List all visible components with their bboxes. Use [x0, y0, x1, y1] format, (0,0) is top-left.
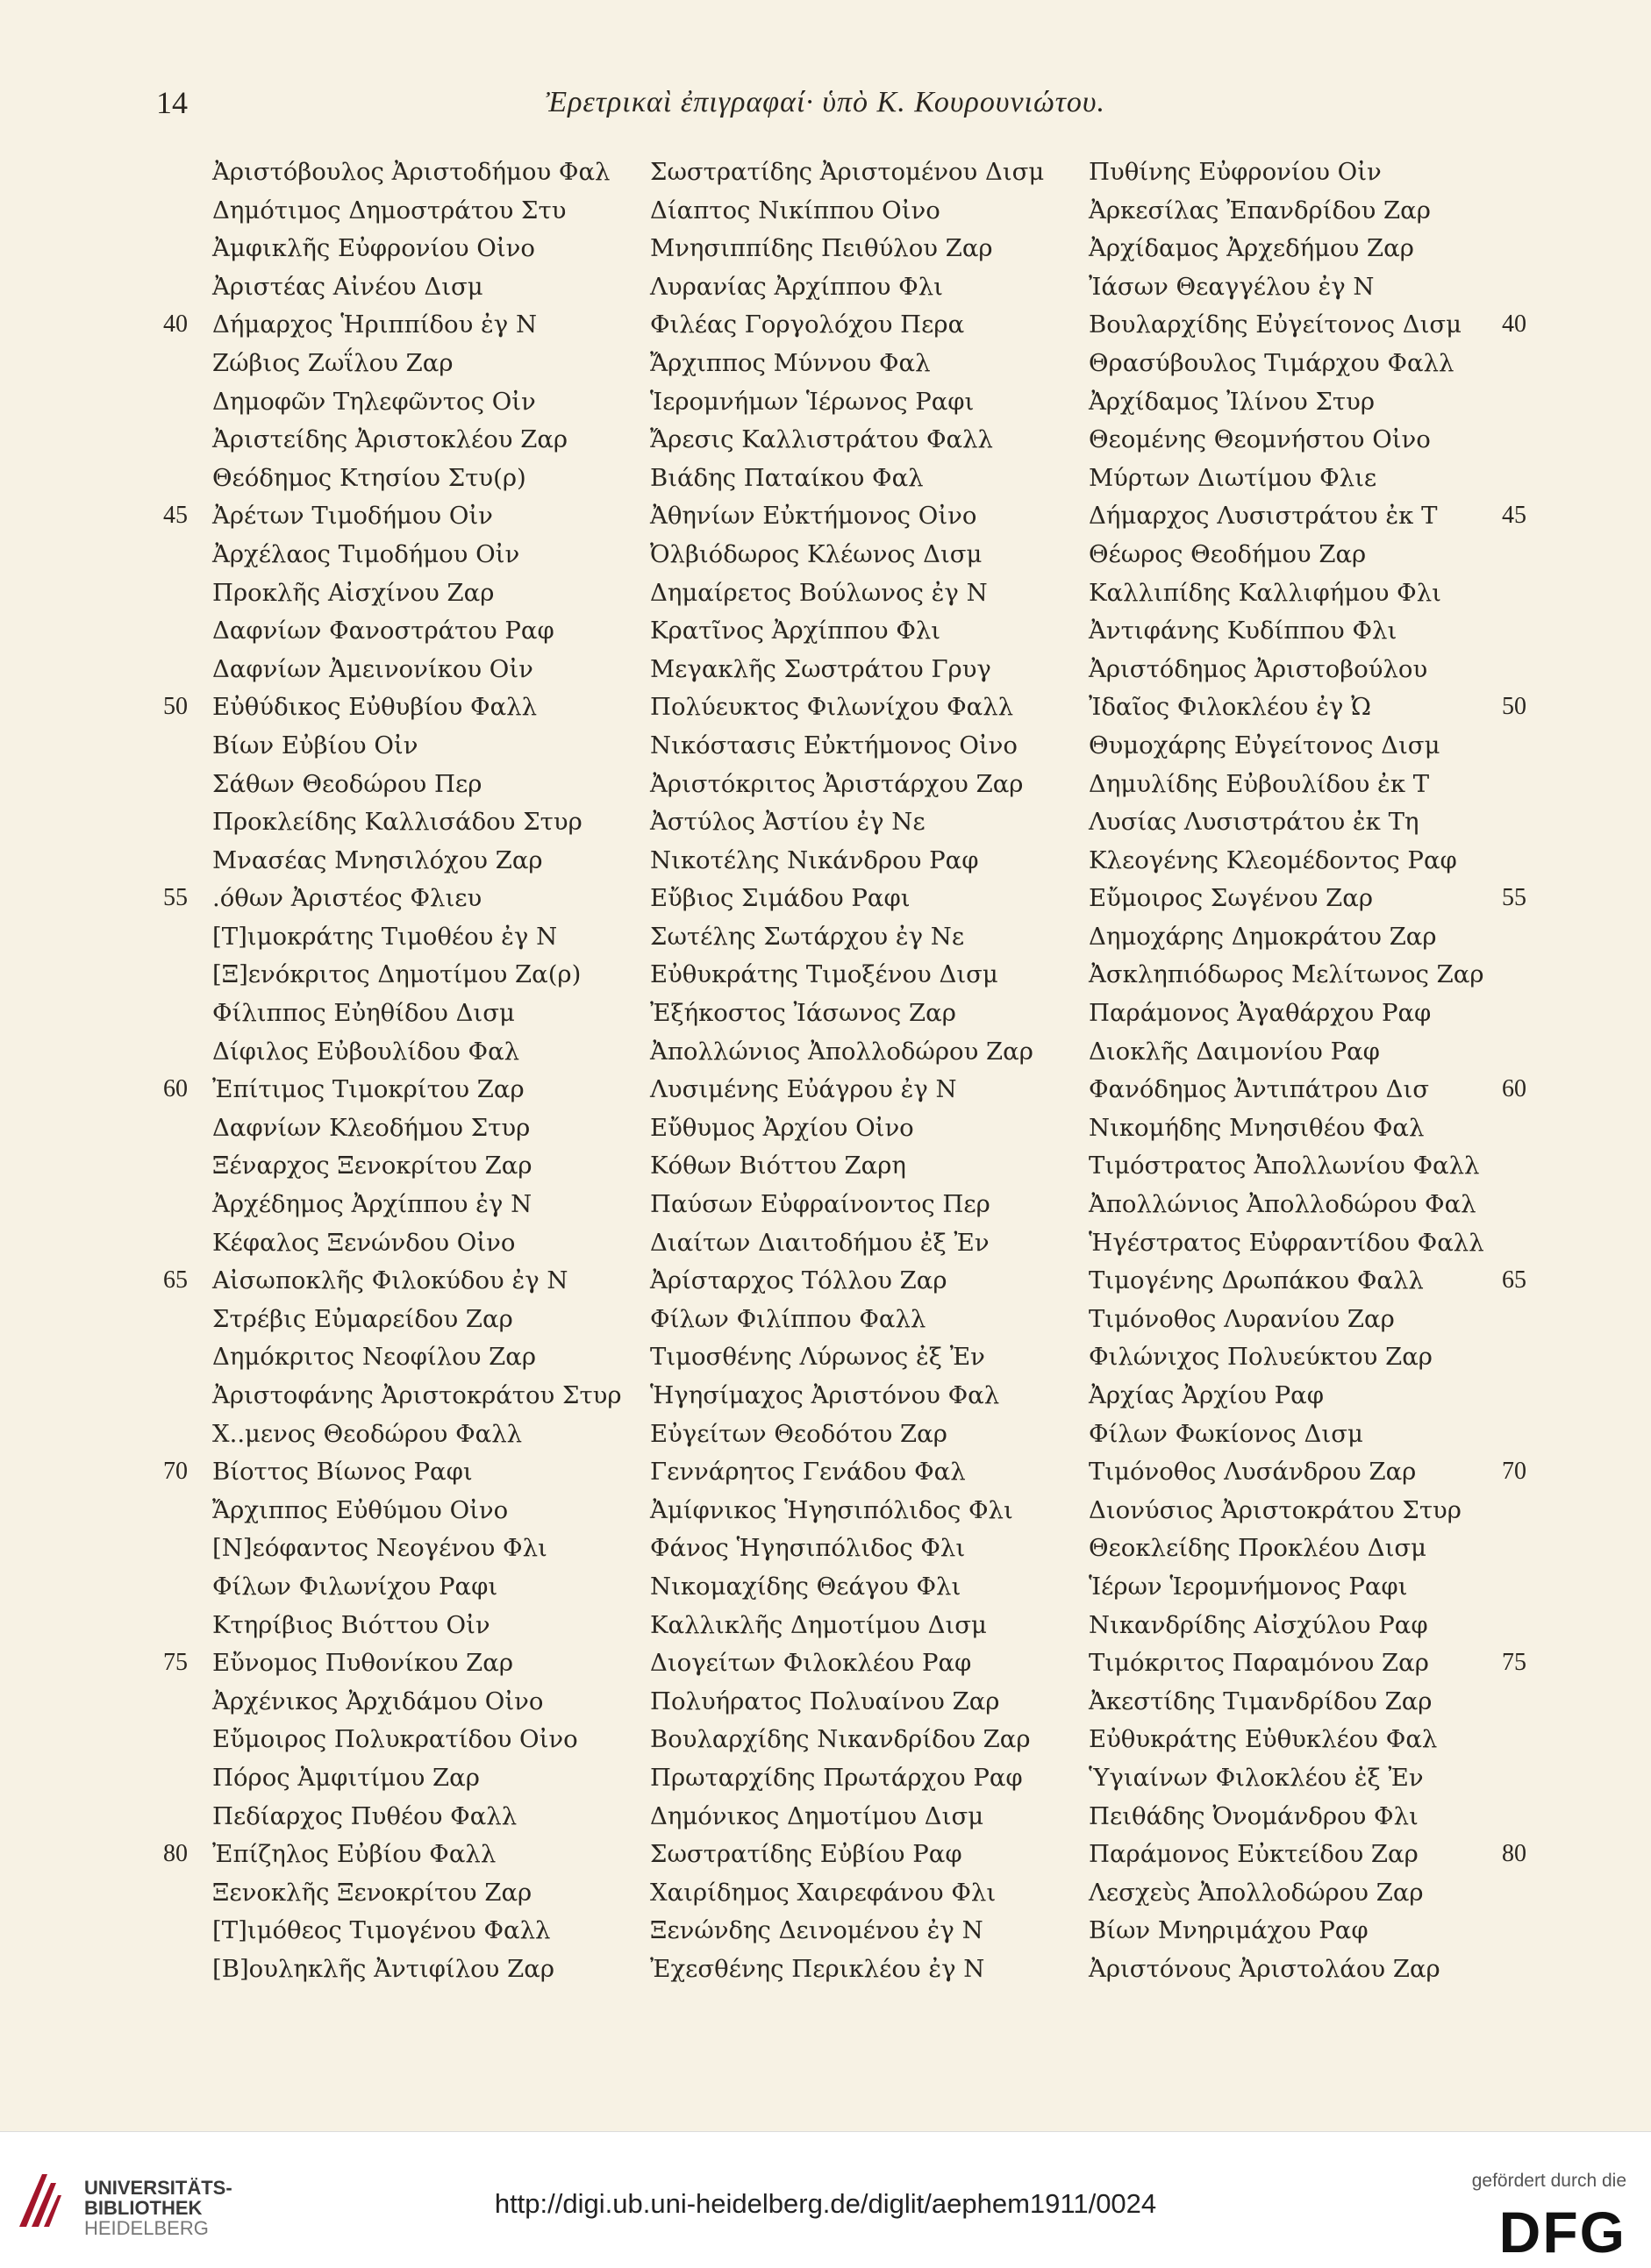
inscription-row [0, 1303, 1651, 1342]
name-entry: Διογείτων Φιλοκλέου Ραφ [650, 1649, 972, 1678]
name-entry: Προκλῆς Αἰσχίνου Ζαρ [212, 578, 495, 607]
inscription-row [0, 309, 1651, 347]
name-entry: Ἄρεσις Καλλιστράτου Φαλλ [650, 425, 993, 454]
name-entry: Ἀρχίδαμος Ἰλίνου Στυρ [1089, 387, 1375, 416]
line-number: 80 [163, 1840, 188, 1868]
inscription-row [0, 1494, 1651, 1533]
inscription-row [0, 271, 1651, 310]
inscription-row [0, 1953, 1651, 1992]
name-entry: Ἀκεστίδης Τιμανδρίδου Ζαρ [1089, 1687, 1433, 1715]
name-entry: Πεδίαρχος Πυθέου Φαλλ [212, 1801, 518, 1830]
name-entry: Δαφνίων Ἀμεινονίκου Οἰν [212, 654, 533, 683]
name-entry: Ἀριστείδης Ἀριστοκλέου Ζαρ [212, 425, 568, 454]
name-entry: Παράμονος Ἀγαθάρχου Ραφ [1089, 999, 1432, 1028]
name-entry: .όθων Ἀριστέος Φλιευ [212, 884, 482, 913]
name-entry: Μνησιππίδης Πειθύλου Ζαρ [650, 234, 993, 263]
line-number: 60 [163, 1075, 188, 1103]
name-entry: Ἀριστόκριτος Ἀριστάρχου Ζαρ [650, 769, 1024, 798]
inscription-row [0, 424, 1651, 462]
name-entry: Πολύευκτος Φιλωνίχου Φαλλ [650, 693, 1014, 722]
name-entry: Ζώβιος Ζωΐλου Ζαρ [212, 348, 454, 377]
name-entry: Ἀστύλος Ἀστίου ἐγ Νε [650, 808, 926, 837]
name-entry: Νικανδρίδης Αἰσχύλου Ραφ [1089, 1610, 1428, 1639]
inscription-row [0, 500, 1651, 538]
line-number: 75 [1502, 1649, 1526, 1677]
name-entry: Δαφνίων Κλεοδήμου Στυρ [212, 1113, 531, 1142]
name-entry: Σωστρατίδης Εὐβίου Ραφ [650, 1840, 962, 1869]
name-entry: Εὔβιος Σιμάδου Ραφι [650, 884, 911, 913]
name-entry: Προκλείδης Καλλισάδου Στυρ [212, 808, 582, 837]
line-number: 60 [1502, 1075, 1526, 1103]
name-entry: Καλλιπίδης Καλλιφήμου Φλι [1089, 578, 1441, 607]
name-entry: Ἀρχίδαμος Ἀρχεδήμου Ζαρ [1089, 234, 1414, 263]
name-entry: Κτηρίβιος Βιόττου Οἰν [212, 1610, 490, 1639]
name-entry: Ἀρχένικος Ἀρχιδάμου Οἰνο [212, 1687, 544, 1715]
inscription-row [0, 653, 1651, 692]
inscription-row [0, 1609, 1651, 1648]
name-entry: Φίλιππος Εὐηθίδου Δισμ [212, 999, 515, 1028]
name-entry: Ἱερομνήμων Ἱέρωνος Ραφι [650, 387, 975, 416]
name-entry: Κρατῖνος Ἀρχίππου Φλι [650, 617, 941, 645]
name-entry: Ἀμίφνικος Ἡγησιπόλιδος Φλι [650, 1495, 1013, 1524]
name-entry: Δίφιλος Εὐβουλίδου Φαλ [212, 1037, 520, 1066]
inscription-row [0, 1532, 1651, 1571]
line-number: 65 [163, 1266, 188, 1294]
name-entry: Κόθων Βιόττου Ζαρη [650, 1152, 906, 1180]
line-number: 65 [1502, 1266, 1526, 1294]
inscription-row [0, 1265, 1651, 1303]
name-entry: Πυθίνης Εὐφρονίου Οἰν [1089, 158, 1382, 186]
inscription-row [0, 730, 1651, 768]
inscription-row [0, 997, 1651, 1036]
name-entry: Σάθων Θεοδώρου Περ [212, 769, 482, 798]
name-entry: Ἄρχιππος Εὐθύμου Οἰνο [212, 1495, 509, 1524]
name-entry: Ἐπίζηλος Εὐβίου Φαλλ [212, 1840, 497, 1869]
name-entry: Θεόδημος Κτησίου Στυ(ρ) [212, 463, 526, 492]
name-entry: Θυμοχάρης Εὐγείτονος Δισμ [1089, 731, 1440, 760]
name-entry: Ἀμφικλῆς Εὐφρονίου Οἰνο [212, 234, 535, 263]
name-entry: Θέωρος Θεοδήμου Ζαρ [1089, 539, 1367, 568]
name-entry: Ἡγησίμαχος Ἀριστόνου Φαλ [650, 1381, 1000, 1409]
line-number: 50 [1502, 693, 1526, 721]
name-entry: Λυσιμένης Εὐάγρου ἐγ Ν [650, 1075, 957, 1104]
name-entry: Δημοχάρης Δημοκράτου Ζαρ [1089, 922, 1437, 951]
inscription-row [0, 386, 1651, 424]
name-entry: Ἀριστόνους Ἀριστολάου Ζαρ [1089, 1954, 1440, 1983]
line-number: 70 [163, 1458, 188, 1486]
inscription-row [0, 347, 1651, 386]
name-entry: Δημοφῶν Τηλεφῶντος Οἰν [212, 387, 536, 416]
page-header [0, 84, 1651, 137]
name-entry: Νικοτέλης Νικάνδρου Ραφ [650, 845, 979, 874]
inscription-row [0, 195, 1651, 233]
name-entry: Πρωταρχίδης Πρωτάρχου Ραφ [650, 1763, 1023, 1792]
name-entry: Εὔνομος Πυθονίκου Ζαρ [212, 1649, 513, 1678]
name-entry: [Τ]ιμόθεος Τιμογένου Φαλλ [212, 1916, 551, 1945]
name-entry: Ἀθηνίων Εὐκτήμονος Οἰνο [650, 502, 977, 531]
name-entry: Τιμοσθένης Λύρωνος ἐξ Ἐν [650, 1343, 985, 1372]
inscription-row [0, 1838, 1651, 1877]
name-entry: Μνασέας Μνησιλόχου Ζαρ [212, 845, 543, 874]
line-number: 40 [163, 310, 188, 339]
name-entry: Ὀλβιόδωρος Κλέωνος Δισμ [650, 539, 983, 568]
name-entry: Πολυήρατος Πολυαίνου Ζαρ [650, 1687, 1000, 1715]
name-entry: Δαφνίων Φανοστράτου Ραφ [212, 617, 554, 645]
inscription-row [0, 1877, 1651, 1915]
name-entry: Βουλαρχίδης Εὐγείτονος Δισμ [1089, 310, 1462, 339]
name-entry: Θρασύβουλος Τιμάρχου Φαλλ [1089, 348, 1454, 377]
inscription-row [0, 1036, 1651, 1074]
name-entry: Χ..μενος Θεοδώρου Φαλλ [212, 1419, 523, 1448]
name-entry: Πειθάδης Ὀνομάνδρου Φλι [1089, 1801, 1419, 1830]
name-entry: Τιμόνοθος Λυσάνδρου Ζαρ [1089, 1458, 1417, 1487]
inscription-row [0, 1112, 1651, 1151]
line-number: 55 [163, 884, 188, 912]
inscription-row [0, 921, 1651, 959]
name-entry: Σωτέλης Σωτάρχου ἐγ Νε [650, 922, 965, 951]
name-entry: Ἀσκληπιόδωρος Μελίτωνος Ζαρ [1089, 960, 1484, 989]
name-entry: Λεσχεὺς Ἀπολλοδώρου Ζαρ [1089, 1878, 1424, 1907]
name-entry: Θεομένης Θεομνήστου Οἰνο [1089, 425, 1431, 454]
name-entry: Ἀριστόδημος Ἀριστοβούλου [1089, 654, 1428, 683]
name-entry: Ἰδαῖος Φιλοκλέου ἐγ Ὠ [1089, 693, 1371, 722]
inscription-row [0, 1227, 1651, 1266]
name-entry: Τιμόνοθος Λυρανίου Ζαρ [1089, 1304, 1395, 1333]
name-entry: Ξέναρχος Ξενοκρίτου Ζαρ [212, 1152, 532, 1180]
inscription-row [0, 156, 1651, 195]
institution-line: HEIDELBERG [84, 2217, 209, 2239]
name-entry: Τιμογένης Δρωπάκου Φαλλ [1089, 1266, 1424, 1295]
name-entry: Μεγακλῆς Σωστράτου Γρυγ [650, 654, 991, 683]
inscription-row [0, 615, 1651, 653]
name-entry: Ἱέρων Ἱερομνήμονος Ραφι [1089, 1572, 1408, 1601]
name-entry: Εὐθύδικος Εὐθυβίου Φαλλ [212, 693, 538, 722]
name-entry: Δήμαρχος Λυσιστράτου ἐκ Τ [1089, 502, 1438, 531]
inscription-list [0, 156, 1651, 1992]
name-entry: Αἰσωποκλῆς Φιλοκύδου ἐγ Ν [212, 1266, 568, 1295]
inscription-row [0, 959, 1651, 997]
name-entry: Φίλων Φιλωνίχου Ραφι [212, 1572, 498, 1601]
inscription-row [0, 1380, 1651, 1418]
inscription-row [0, 845, 1651, 883]
inscription-row [0, 1723, 1651, 1762]
name-entry: Βίων Εὐβίου Οἰν [212, 731, 418, 760]
name-entry: Δημόνικος Δημοτίμου Δισμ [650, 1801, 984, 1830]
name-entry: Καλλικλῆς Δημοτίμου Δισμ [650, 1610, 987, 1639]
name-entry: Ἐξήκοστος Ἰάσωνος Ζαρ [650, 999, 956, 1028]
inscription-row [0, 806, 1651, 845]
name-entry: Στρέβις Εὐμαρείδου Ζαρ [212, 1304, 513, 1333]
name-entry: Θεοκλείδης Προκλέου Δισμ [1089, 1534, 1427, 1563]
name-entry: Κέφαλος Ξενώνδου Οἰνο [212, 1228, 516, 1257]
name-entry: Τιμόστρατος Ἀπολλωνίου Φαλλ [1089, 1152, 1480, 1180]
name-entry: Νικομαχίδης Θεάγου Φλι [650, 1572, 961, 1601]
name-entry: Ἀρίσταρχος Τόλλου Ζαρ [650, 1266, 947, 1295]
name-entry: Ἰάσων Θεαγγέλου ἐγ Ν [1089, 272, 1375, 301]
inscription-row [0, 1647, 1651, 1686]
line-number: 50 [163, 693, 188, 721]
name-entry: Διονύσιος Ἀριστοκράτου Στυρ [1089, 1495, 1462, 1524]
inscription-row [0, 1915, 1651, 1953]
line-number: 70 [1502, 1458, 1526, 1486]
name-entry: Ἀρκεσίλας Ἐπανδρίδου Ζαρ [1089, 196, 1431, 225]
name-entry: Χαιρίδημος Χαιρεφάνου Φλι [650, 1878, 997, 1907]
name-entry: Δήμαρχος Ἡριππίδου ἐγ Ν [212, 310, 538, 339]
name-entry: Ἀριστόβουλος Ἀριστοδήμου Φαλ [212, 158, 611, 186]
name-entry: Δημυλίδης Εὐβουλίδου ἐκ Τ [1089, 769, 1430, 798]
name-entry: Μύρτων Διωτίμου Φλιε [1089, 463, 1377, 492]
name-entry: Σωστρατίδης Ἀριστομένου Δισμ [650, 158, 1045, 186]
sponsor-label: gefördert durch die [1471, 2171, 1626, 2191]
name-entry: Ξενοκλῆς Ξενοκρίτου Ζαρ [212, 1878, 532, 1907]
name-entry: Πόρος Ἀμφιτίμου Ζαρ [212, 1763, 480, 1792]
name-entry: Διαίτων Διαιτοδήμου ἐξ Ἐν [650, 1228, 990, 1257]
inscription-row [0, 1801, 1651, 1839]
name-entry: Ἀριστέας Αἰνέου Δισμ [212, 272, 483, 301]
name-entry: Εὔμοιρος Πολυκρατίδου Οἰνο [212, 1725, 578, 1754]
name-entry: Δίαπτος Νικίππου Οἰνο [650, 196, 940, 225]
institution-line: UNIVERSITÄTS- [84, 2177, 232, 2199]
inscription-row [0, 1418, 1651, 1457]
inscription-row [0, 1571, 1651, 1609]
line-number: 75 [163, 1649, 188, 1677]
line-number: 55 [1502, 884, 1526, 912]
name-entry: Ἄρχιππος Μύννου Φαλ [650, 348, 931, 377]
permalink-url[interactable]: http://digi.ub.uni-heidelberg.de/diglit/aephem1911/0024 [494, 2188, 1157, 2219]
name-entry: Εὔμοιρος Σωγένου Ζαρ [1089, 884, 1373, 913]
name-entry: Εὐθυκράτης Τιμοξένου Δισμ [650, 960, 998, 989]
inscription-row [0, 1686, 1651, 1724]
name-entry: Φιλέας Γοργολόχου Περα [650, 310, 965, 339]
inscription-row [0, 1073, 1651, 1112]
name-entry: Δημότιμος Δημοστράτου Στυ [212, 196, 567, 225]
running-title: Ἐρετρικαὶ ἐπιγραφαί· ὑπὸ Κ. Κουρουνιώτου. [546, 86, 1105, 118]
name-entry: Φάνος Ἡγησιπόλιδος Φλι [650, 1534, 966, 1563]
page-number: 14 [156, 85, 188, 120]
name-entry: Ἀρχίας Ἀρχίου Ραφ [1089, 1381, 1325, 1409]
name-entry: Ἐπίτιμος Τιμοκρίτου Ζαρ [212, 1075, 525, 1104]
name-entry: Ἀρέτων Τιμοδήμου Οἰν [212, 502, 493, 531]
line-number: 45 [163, 502, 188, 530]
name-entry: Κλεογένης Κλεομέδοντος Ραφ [1089, 845, 1457, 874]
name-entry: Ἀντιφάνης Κυδίππου Φλι [1089, 617, 1397, 645]
name-entry: Φανόδημος Ἀντιπάτρου Δισ [1089, 1075, 1430, 1104]
inscription-row [0, 1150, 1651, 1188]
inscription-row [0, 232, 1651, 271]
name-entry: Δημαίρετος Βούλωνος ἐγ Ν [650, 578, 988, 607]
name-entry: Ἐχεσθένης Περικλέου ἐγ Ν [650, 1954, 985, 1983]
name-entry: Νικόστασις Εὐκτήμονος Οἰνο [650, 731, 1018, 760]
inscription-row [0, 1456, 1651, 1494]
name-entry: Ξενώνδης Δεινομένου ἐγ Ν [650, 1916, 983, 1945]
inscription-row [0, 538, 1651, 577]
name-entry: [Τ]ιμοκράτης Τιμοθέου ἐγ Ν [212, 922, 558, 951]
name-entry: Διοκλῆς Δαιμονίου Ραφ [1089, 1037, 1380, 1066]
name-entry: Φίλων Φιλίππου Φαλλ [650, 1304, 926, 1333]
name-entry: Ἀρχέδημος Ἀρχίππου ἐγ Ν [212, 1190, 532, 1219]
name-entry: Ἀπολλώνιος Ἀπολλοδώρου Φαλ [1089, 1190, 1476, 1219]
inscription-row [0, 691, 1651, 730]
viewer-footer [0, 2131, 1651, 2268]
institution-line: BIBLIOTHEK [84, 2197, 203, 2219]
name-entry: Φιλώνιχος Πολυεύκτου Ζαρ [1089, 1343, 1433, 1372]
name-entry: Γεννάρητος Γενάδου Φαλ [650, 1458, 966, 1487]
name-entry: [Ν]εόφαντος Νεογένου Φλι [212, 1534, 547, 1563]
name-entry: Ὑγιαίνων Φιλοκλέου ἐξ Ἐν [1089, 1763, 1424, 1792]
inscription-row [0, 768, 1651, 807]
name-entry: Εὔθυμος Ἀρχίου Οἰνο [650, 1113, 914, 1142]
name-entry: Λυσίας Λυσιστράτου ἐκ Τη [1089, 808, 1419, 837]
name-entry: Νικομήδης Μνησιθέου Φαλ [1089, 1113, 1425, 1142]
inscription-row [0, 1341, 1651, 1380]
name-entry: Ἀπολλώνιος Ἀπολλοδώρου Ζαρ [650, 1037, 1033, 1066]
name-entry: Λυρανίας Ἀρχίππου Φλι [650, 272, 943, 301]
inscription-row [0, 1188, 1651, 1227]
name-entry: Ἀρχέλαος Τιμοδήμου Οἰν [212, 539, 520, 568]
line-number: 40 [1502, 310, 1526, 339]
inscription-row [0, 577, 1651, 616]
name-entry: Τιμόκριτος Παραμόνου Ζαρ [1089, 1649, 1429, 1678]
line-number: 45 [1502, 502, 1526, 530]
dfg-logo: DFG [1498, 2200, 1626, 2264]
inscription-row [0, 1762, 1651, 1801]
name-entry: Βιάδης Παταίκου Φαλ [650, 463, 924, 492]
name-entry: Παύσων Εὐφραίνοντος Περ [650, 1190, 990, 1219]
name-entry: Εὐγείτων Θεοδότου Ζαρ [650, 1419, 947, 1448]
name-entry: Βουλαρχίδης Νικανδρίδου Ζαρ [650, 1725, 1031, 1754]
name-entry: Παράμονος Εὐκτείδου Ζαρ [1089, 1840, 1419, 1869]
name-entry: [Ξ]ενόκριτος Δημοτίμου Ζα(ρ) [212, 960, 582, 989]
name-entry: Βίοττος Βίωνος Ραφι [212, 1458, 473, 1487]
name-entry: Ἡγέστρατος Εὐφραντίδου Φαλλ [1089, 1228, 1484, 1257]
inscription-row [0, 882, 1651, 921]
name-entry: Φίλων Φωκίονος Δισμ [1089, 1419, 1363, 1448]
name-entry: Δημόκριτος Νεοφίλου Ζαρ [212, 1343, 537, 1372]
line-number: 80 [1502, 1840, 1526, 1868]
name-entry: Ἀριστοφάνης Ἀριστοκράτου Στυρ [212, 1381, 622, 1409]
name-entry: Εὐθυκράτης Εὐθυκλέου Φαλ [1089, 1725, 1438, 1754]
name-entry: Βίων Μνηριμάχου Ραφ [1089, 1916, 1369, 1945]
inscription-row [0, 462, 1651, 501]
name-entry: [Β]ουληκλῆς Ἀντιφίλου Ζαρ [212, 1954, 554, 1983]
